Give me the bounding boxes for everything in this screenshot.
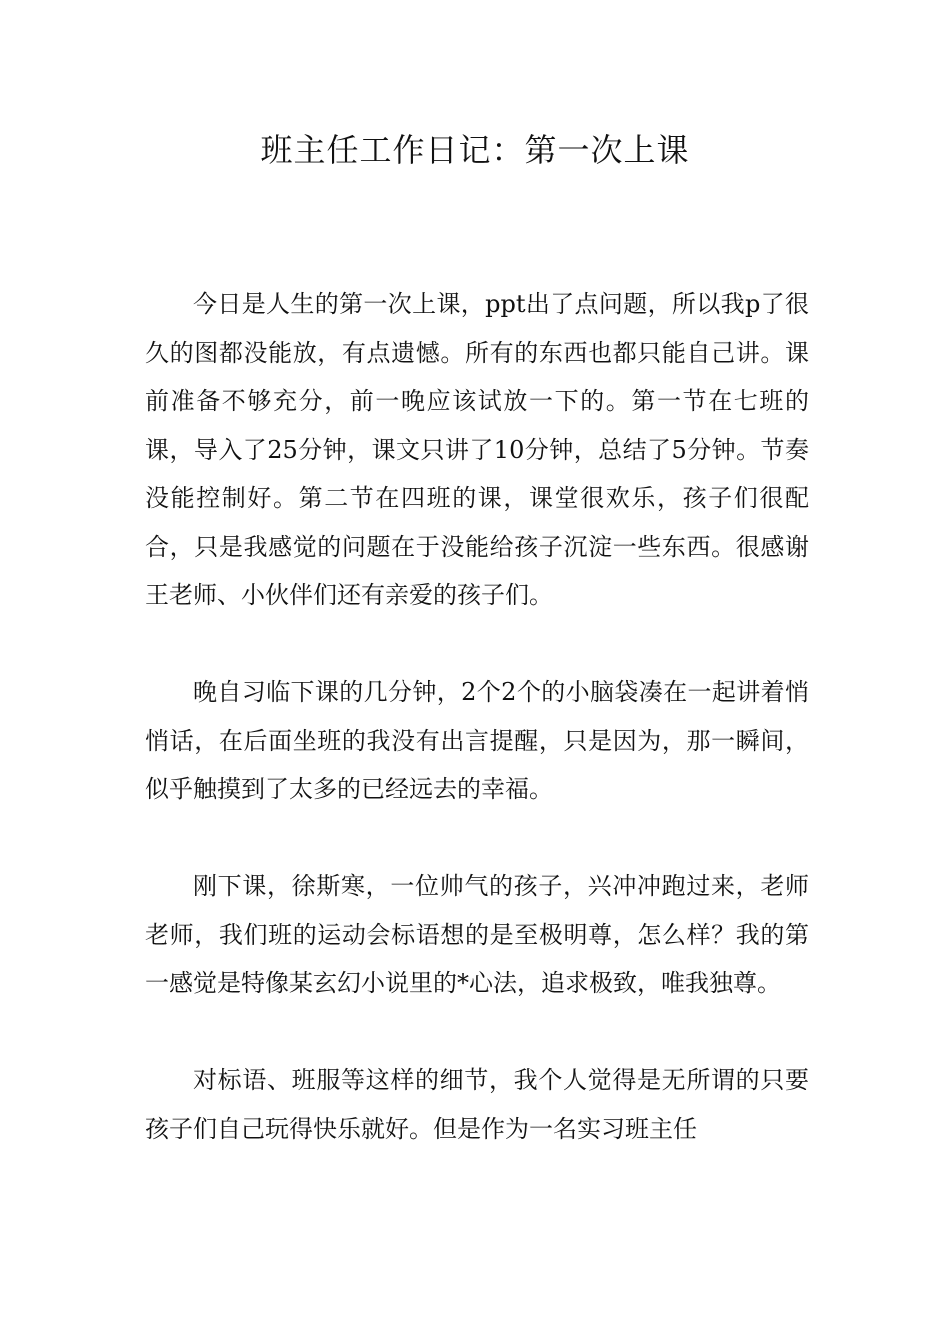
- paragraph-3: 刚下课，徐斯寒，一位帅气的孩子，兴冲冲跑过来，老师老师，我们班的运动会标语想的是至极明尊，怎么样？我的第一感觉是特像某玄幻小说里的*心法，追求极致，唯我独尊。: [145, 872, 809, 997]
- document-body: [145, 280, 809, 1153]
- paragraph-4: 对标语、班服等这样的细节，我个人觉得是无所谓的只要孩子们自己玩得快乐就好。但是作为一名实习班主任: [145, 1066, 809, 1143]
- paragraph-2: 晚自习临下课的几分钟，2个2个的小脑袋凑在一起讲着悄悄话，在后面坐班的我没有出言提醒，只是因为，那一瞬间，似乎触摸到了太多的已经远去的幸福。: [145, 678, 809, 803]
- paragraph-1: 今日是人生的第一次上课，ppt出了点问题，所以我p了很久的图都没能放，有点遗憾。所有的东西也都只能自己讲。课前准备不够充分，前一晚应该试放一下的。第一节在七班的课，导入了25分钟，课文只讲了10分钟，总结了5分钟。节奏没能控制好。第二节在四班的课，课堂很欢乐，孩子们很配合，只是我感觉的问题在于没能给孩子沉淀一些东西。很感谢王老师、小伙伴们还有亲爱的孩子们。: [145, 290, 809, 609]
- document-title: 班主任工作日记：第一次上课: [260, 131, 690, 169]
